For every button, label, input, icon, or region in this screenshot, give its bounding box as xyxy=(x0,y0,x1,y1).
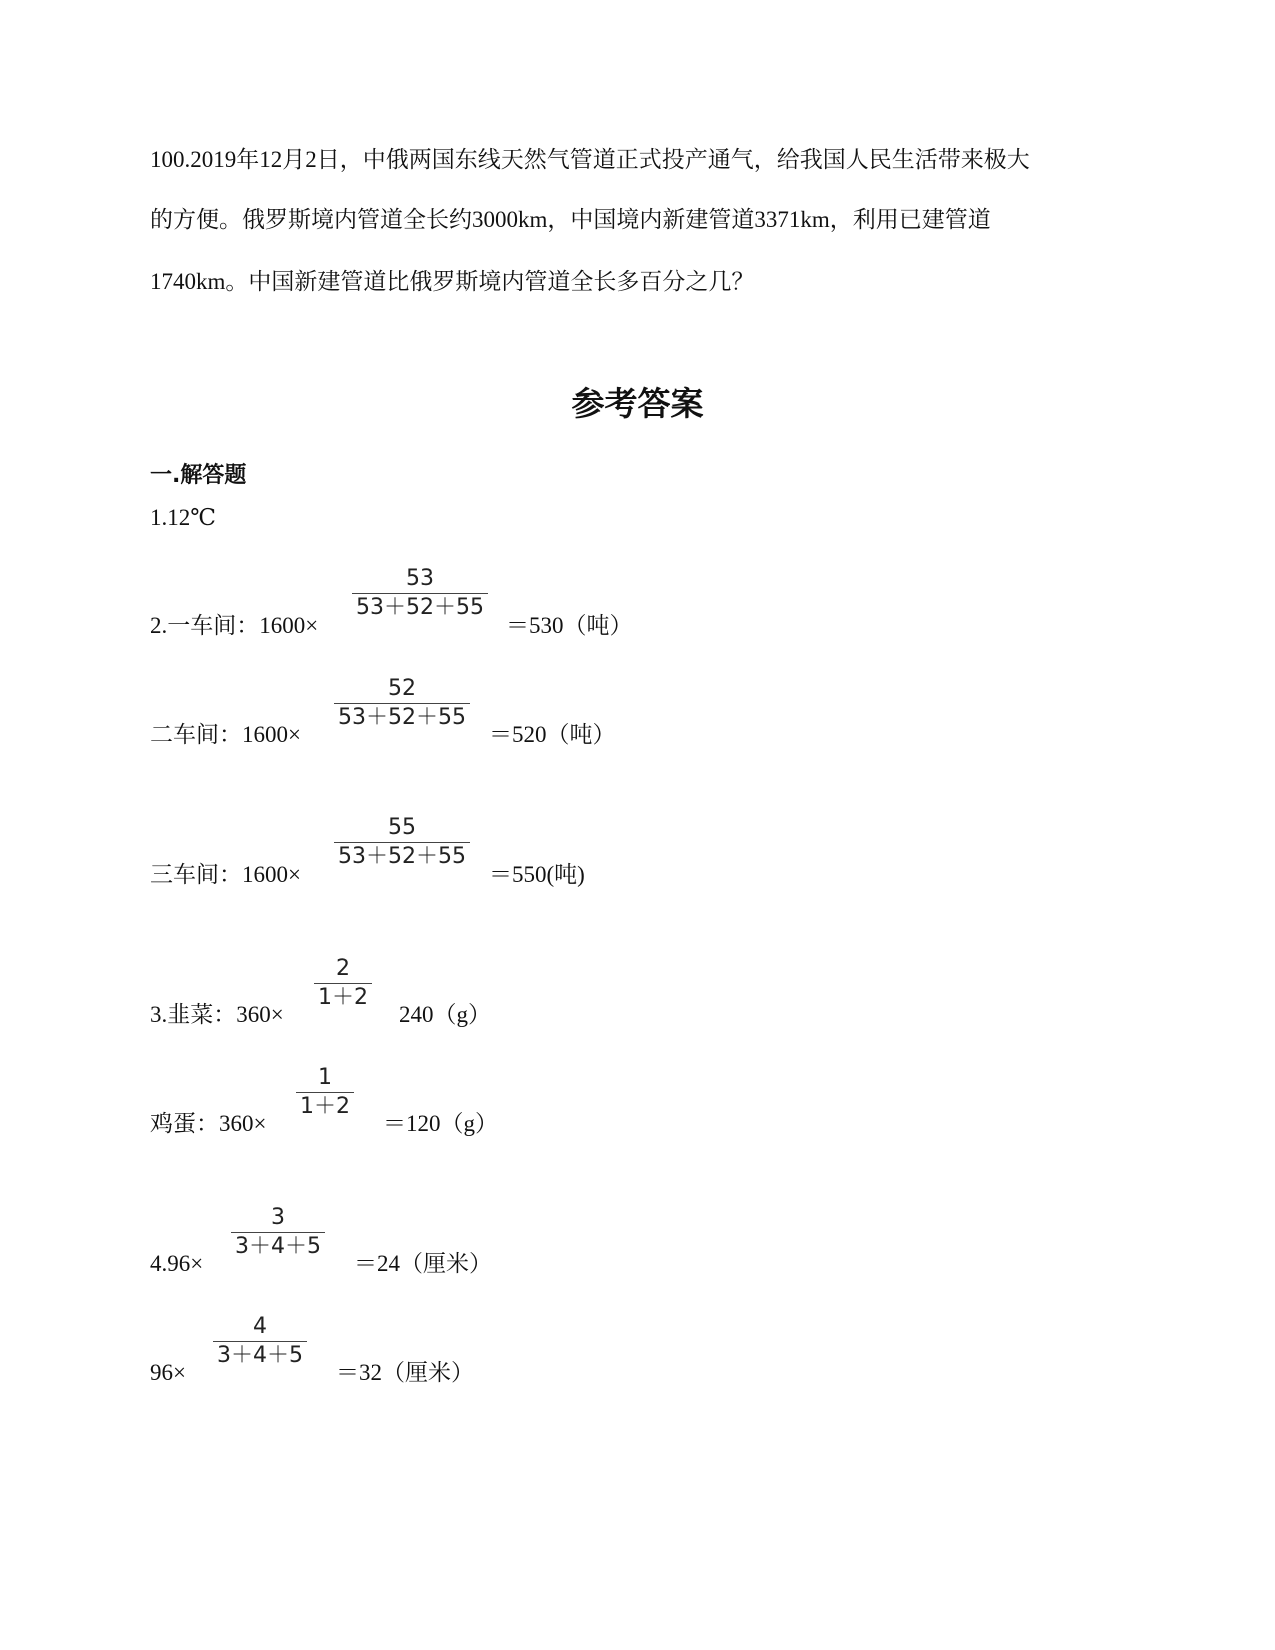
fraction-numerator: 2 xyxy=(336,956,350,981)
fraction-bar xyxy=(296,1092,354,1093)
fraction-4-1 xyxy=(231,1205,325,1260)
fraction-numerator: 3 xyxy=(271,1205,285,1230)
fraction-denominator: 1＋2 xyxy=(318,985,368,1010)
answer-4-line-2-result: ＝32（厘米） xyxy=(336,1360,474,1385)
answer-2-line-3-prefix: 三车间：1600× xyxy=(150,862,301,887)
section-heading: 一.解答题 xyxy=(150,463,247,488)
fraction-2-2 xyxy=(334,676,470,731)
answer-1: 1.12℃ xyxy=(150,505,216,530)
fraction-3-2 xyxy=(296,1065,354,1120)
answer-2-line-2-result: ＝520（吨） xyxy=(489,722,616,747)
fraction-numerator: 55 xyxy=(387,815,416,840)
answers-title: 参考答案 xyxy=(571,384,704,423)
fraction-bar xyxy=(213,1341,307,1342)
fraction-denominator: 53＋52＋55 xyxy=(338,705,466,730)
fraction-denominator: 3＋4＋5 xyxy=(217,1343,303,1368)
fraction-numerator: 53 xyxy=(405,566,434,591)
fraction-denominator: 1＋2 xyxy=(300,1094,350,1119)
fraction-denominator: 3＋4＋5 xyxy=(235,1234,321,1259)
fraction-numerator: 52 xyxy=(387,676,416,701)
fraction-bar xyxy=(231,1232,325,1233)
fraction-numerator: 1 xyxy=(318,1065,332,1090)
fraction-numerator: 4 xyxy=(253,1314,267,1339)
answer-2-line-3-result: ＝550(吨) xyxy=(489,862,585,887)
fraction-bar xyxy=(334,703,470,704)
question-line-3: 1740km。中国新建管道比俄罗斯境内管道全长多百分之几？ xyxy=(150,269,755,294)
fraction-denominator: 53＋52＋55 xyxy=(338,844,466,869)
question-line-1: 100.2019年12月2日，中俄两国东线天然气管道正式投产通气，给我国人民生活带来极大 xyxy=(150,147,1030,172)
answer-3-line-1-prefix: 3.韭菜：360× xyxy=(150,1002,284,1027)
fraction-3-1 xyxy=(314,956,372,1011)
answer-2-line-2-prefix: 二车间：1600× xyxy=(150,722,301,747)
fraction-2-3 xyxy=(334,815,470,870)
answer-3-line-2-result: ＝120（g） xyxy=(383,1111,498,1136)
fraction-bar xyxy=(352,593,488,594)
fraction-bar xyxy=(314,983,372,984)
answer-4-line-1-prefix: 4.96× xyxy=(150,1251,204,1276)
answer-3-line-2-prefix: 鸡蛋：360× xyxy=(150,1111,267,1136)
question-line-2: 的方便。俄罗斯境内管道全长约3000km，中国境内新建管道3371km，利用已建管道 xyxy=(150,207,991,232)
fraction-denominator: 53＋52＋55 xyxy=(356,595,484,620)
fraction-4-2 xyxy=(213,1314,307,1369)
fraction-bar xyxy=(334,842,470,843)
answer-2-line-1-prefix: 2.一车间：1600× xyxy=(150,613,319,638)
answer-4-line-1-result: ＝24（厘米） xyxy=(354,1251,492,1276)
fraction-2-1 xyxy=(352,566,488,621)
answer-2-line-1-result: ＝530（吨） xyxy=(506,613,633,638)
answer-3-line-1-result: 240（g） xyxy=(399,1002,491,1027)
answer-4-line-2-prefix: 96× xyxy=(150,1360,186,1385)
